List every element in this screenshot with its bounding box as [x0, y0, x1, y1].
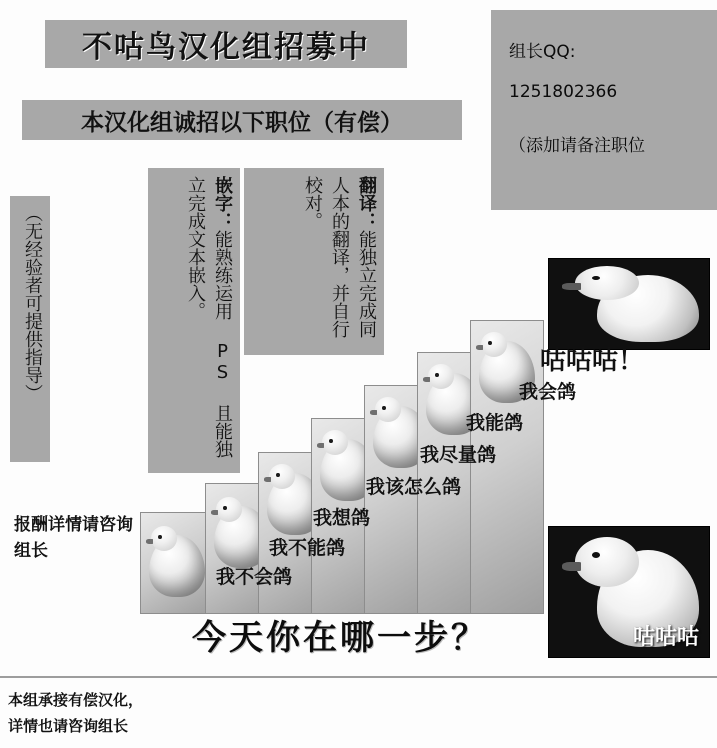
qq-number: 1251802366 — [509, 82, 618, 102]
pigeon-head — [575, 266, 639, 300]
pigeon-photo-top — [548, 258, 710, 350]
step-label-1: 我不会鸽 — [216, 566, 293, 588]
step-label-4: 我该怎么鸽 — [366, 476, 462, 498]
coo-text-top: 咕咕咕！ — [540, 346, 645, 376]
pigeon-beak — [562, 562, 581, 571]
footer-line-1: 本组承接有偿汉化， — [8, 691, 144, 709]
step-label-5: 我尽量鸽 — [420, 444, 497, 466]
page-title: 不咕鸟汉化组招募中 — [45, 20, 407, 68]
pigeon-photo-bottom — [548, 526, 710, 658]
role-block-translator — [244, 168, 384, 355]
footer-line-2: 详情也请咨询组长 — [8, 716, 129, 735]
pay-note: 报酬详情请咨询组长 — [14, 515, 133, 562]
stair-step-1 — [140, 512, 214, 614]
footer-note — [8, 688, 143, 739]
qq-note: （添加请备注职位 — [509, 136, 645, 156]
stair-step-7 — [470, 320, 544, 614]
role-desc-typesetter: 能熟练运用 PS 且能独立完成文本嵌入。 — [185, 176, 233, 458]
role-name-typesetter: 嵌字： — [212, 176, 233, 230]
bottom-question: 今天你在哪一步？ — [192, 618, 488, 658]
pigeon-beak — [562, 283, 581, 289]
role-desc-translator: 能独立完成同人本的翻译，并自行校对。 — [302, 176, 377, 338]
pigeon-icon — [149, 535, 205, 597]
role-name-translator: 翻译： — [356, 176, 377, 230]
step-label-3: 我想鸽 — [313, 507, 371, 529]
subtitle: 本汉化组诚招以下职位（有偿） — [22, 100, 462, 140]
divider — [0, 676, 717, 678]
role-block-typesetter — [148, 168, 240, 473]
step-label-7: 我会鸽 — [519, 381, 577, 403]
qq-label: 组长QQ: — [509, 42, 576, 62]
pigeon-head — [575, 537, 639, 586]
photo-caption-bottom: 咕咕咕 — [632, 625, 699, 650]
pigeon-eye — [592, 552, 600, 558]
step-label-2: 我不能鸽 — [269, 537, 346, 559]
experience-note: （无经验者可提供指导） — [10, 196, 50, 462]
step-label-6: 我能鸽 — [466, 412, 524, 434]
contact-box — [491, 10, 717, 210]
